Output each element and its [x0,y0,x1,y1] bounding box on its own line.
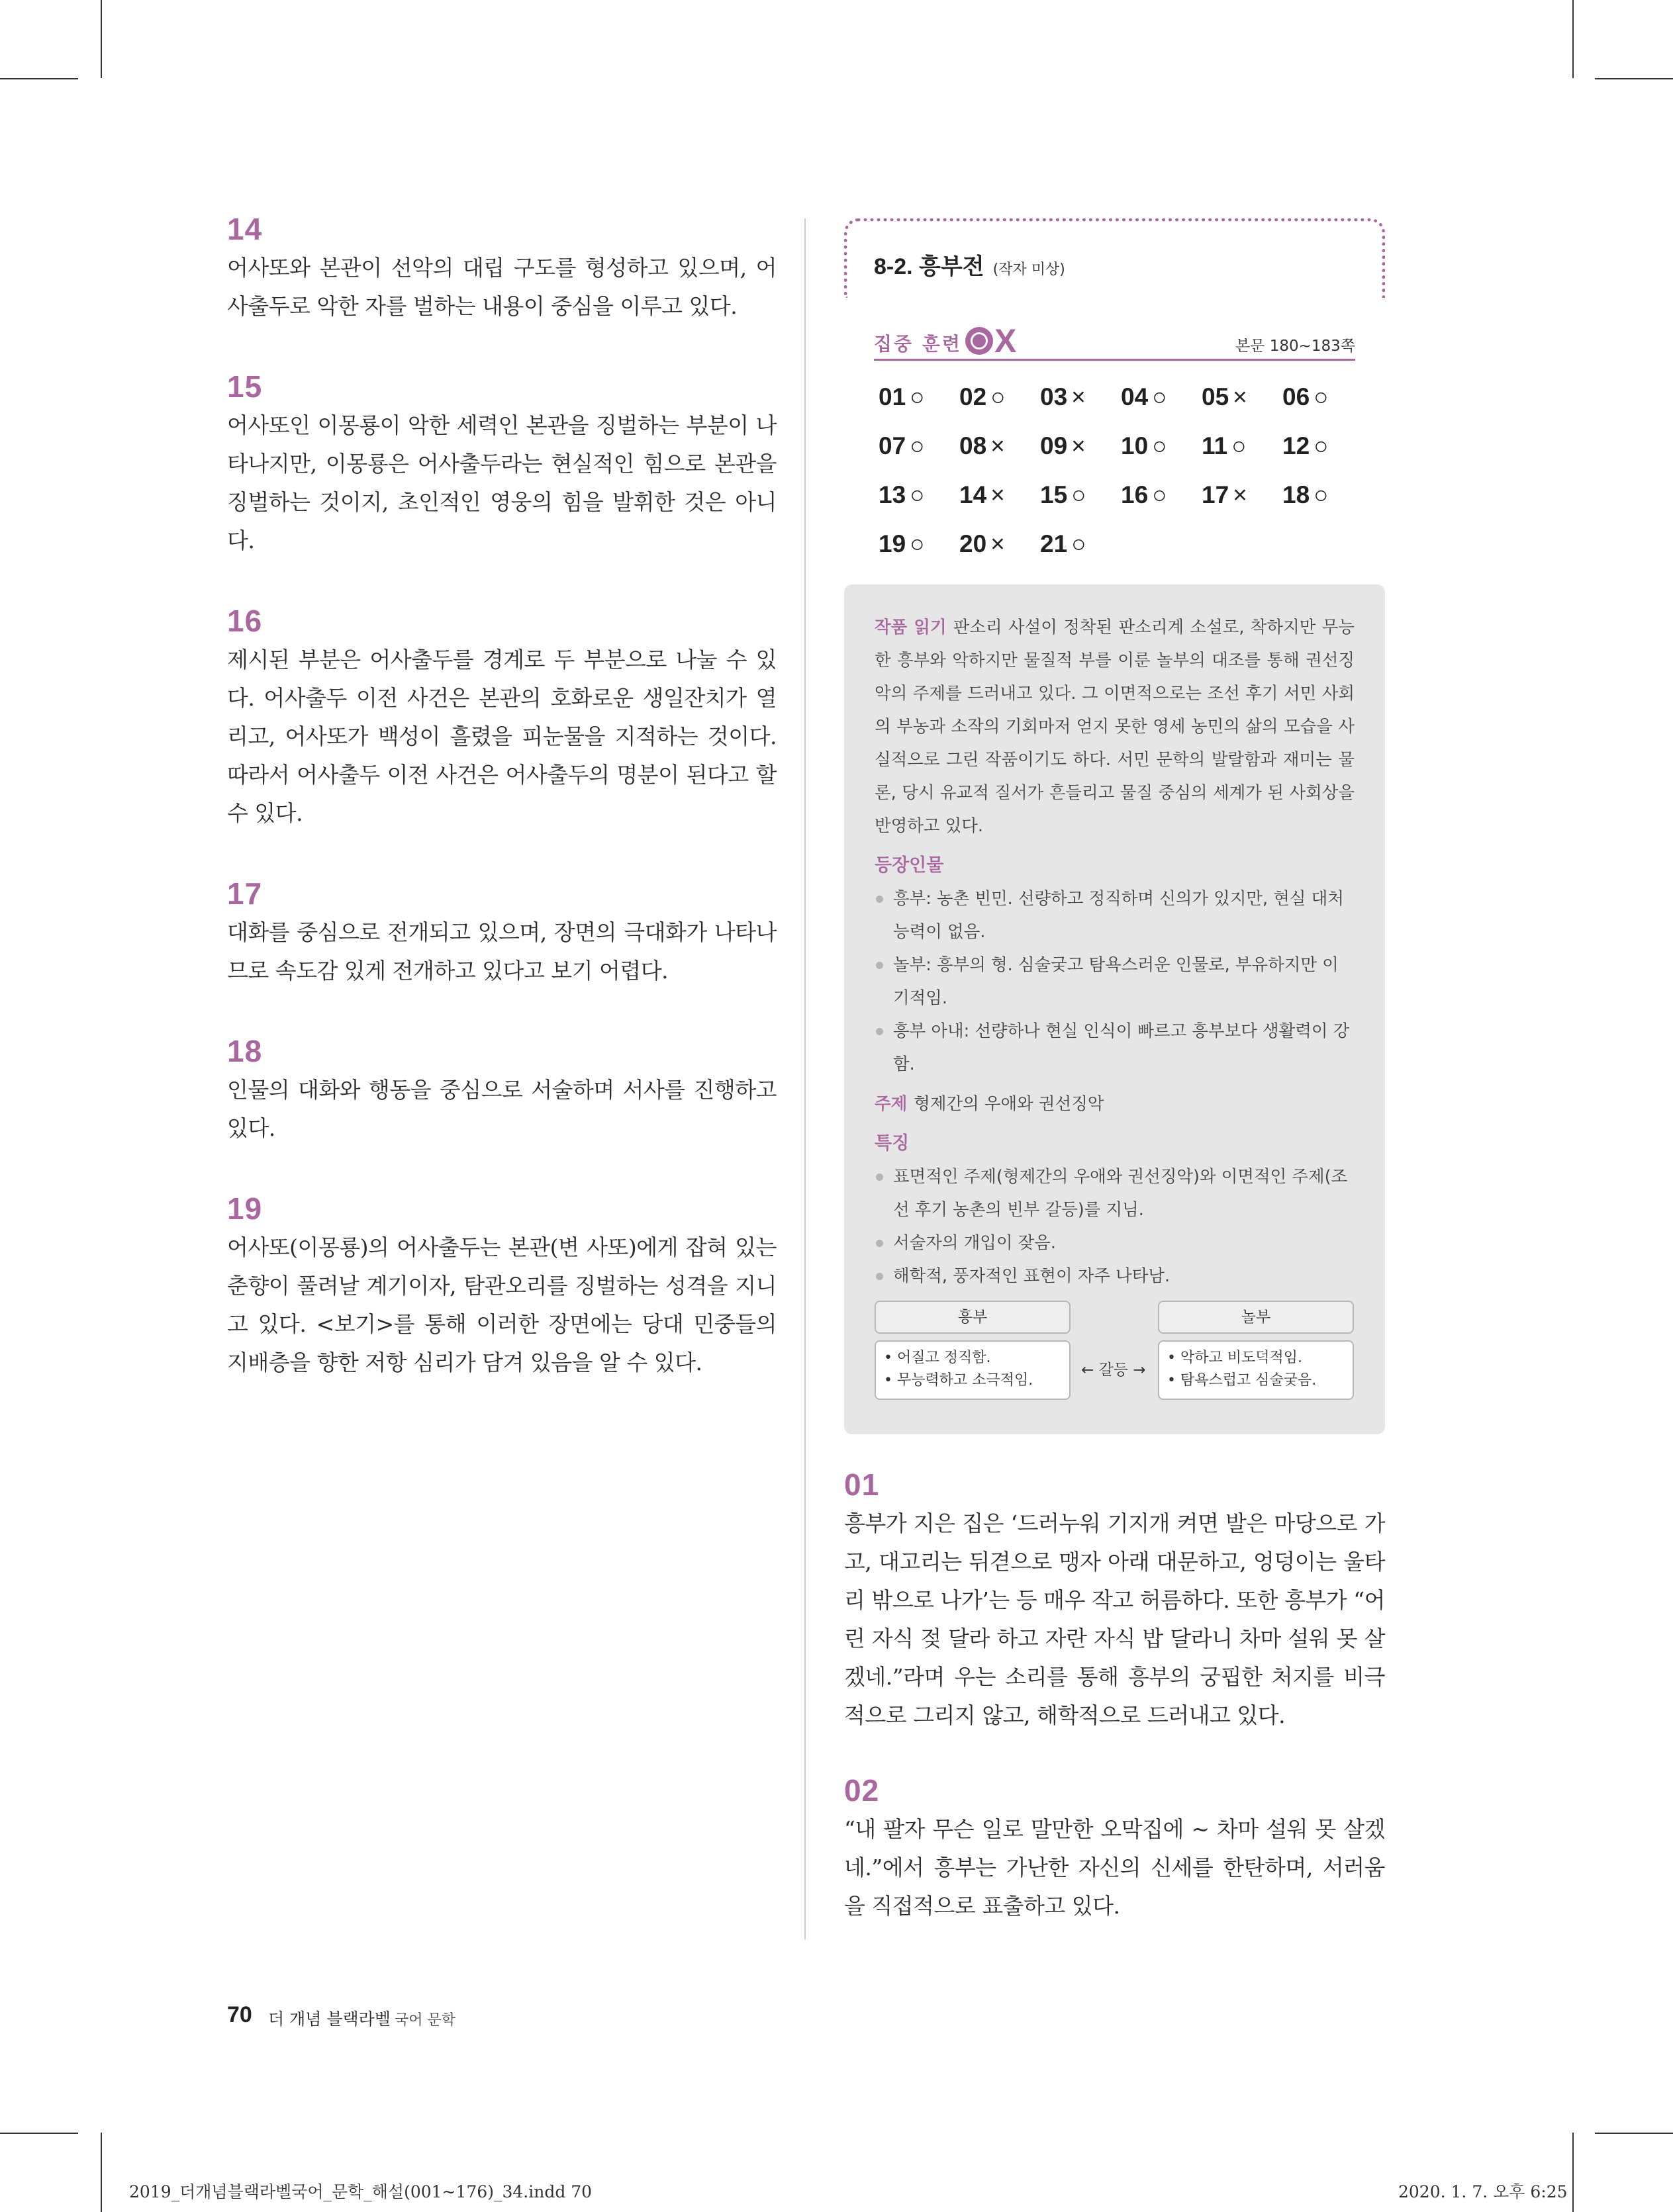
answer-number: 19 [227,1191,263,1226]
diagram-left-title: 흥부 [875,1301,1071,1334]
ox-answer-mark: × [1233,481,1247,508]
ox-answer-mark: × [1071,383,1086,410]
ox-answer-number: 03 [1040,383,1068,410]
ox-answer-mark: × [990,481,1005,508]
training-label: 집중 훈련 [874,333,962,355]
answer-number: 15 [227,369,263,404]
feature-item: 서술자의 개입이 잦음. [875,1226,1355,1260]
crop-mark [101,0,102,78]
ox-answer-item [1040,479,1121,512]
diagram-left-item: • 무능력하고 소극적임. [884,1372,1033,1389]
ox-answer-mark: ○ [910,530,925,557]
ox-answer-mark: ○ [1152,432,1167,459]
ox-answer-item [1202,479,1282,512]
diagram-right-item: • 탐욕스럽고 심술궂음. [1167,1372,1317,1389]
ox-answer-mark: ○ [1071,481,1086,508]
ox-answer-grid [879,381,1385,561]
reading-text: 판소리 사설이 정착된 판소리계 소설로, 착하지만 무능한 흥부와 악하지만 물질적 부를 이룬 놀부의 대조를 통해 권선징악의 주제를 드러내고 있다. 그 이면적으로는 조선 후기 서민 사회의 부농과 소작의 기회마저 얻지 못한 영세 농민의 삶의 모습을 사실적으로 그린 작품이기도 하다. 서민 문학의 발랄함과 재미는 물론, 당시 유교적 질서가 흔들리고 물질 중심의 세계가 된 사회상을 반영하고 있다. [875,618,1355,836]
ox-answer-item [1282,430,1363,463]
ox-answer-item [1282,479,1363,512]
answer-block [227,369,777,560]
ox-answer-mark: ○ [910,432,925,459]
ox-answer-mark: ○ [910,383,925,410]
ox-answer-item [879,381,959,414]
answer-block [227,1191,777,1382]
ox-answer-number: 20 [959,530,987,557]
character-item: 흥부: 농촌 빈민. 선량하고 정직하며 신의가 있지만, 현실 대처 능력이 없음. [875,882,1355,948]
answer-number: 17 [227,876,263,911]
ox-answer-item [959,479,1040,512]
ox-answer-number: 11 [1202,432,1228,459]
answer-text: 어사또(이몽룡)의 어사출두는 본관(변 사또)에게 잡혀 있는 춘향이 풀려날 계기이자, 탐관오리를 징벌하는 성격을 지니고 있다. <보기>를 통해 이러한 장면에는 당대 민중들의 지배층을 향한 저항 심리가 담겨 있음을 알 수 있다. [227,1234,777,1375]
answer-block [844,1773,1385,1925]
ox-answer-number: 18 [1282,481,1310,508]
right-column [844,218,1385,1925]
ox-answer-number: 21 [1040,530,1068,557]
crop-mark [0,78,78,79]
ox-answer-item [879,479,959,512]
ox-answer-mark: ○ [1314,481,1329,508]
crop-mark [1595,2133,1673,2134]
theme-text: 형제간의 우애와 권선징악 [914,1094,1104,1114]
ox-answer-mark: ○ [1152,383,1167,410]
answer-block [227,604,777,833]
ox-answer-item [959,381,1040,414]
answer-block [227,1034,777,1148]
answer-text: 흥부가 지은 집은 ‘드러누워 기지개 켜면 발은 마당으로 가고, 대고리는 뒤겯으로 맹자 아래 대문하고, 엉덩이는 울타리 밖으로 나가’는 등 매우 작고 허름하다. 또한 흥부가 “어린 자식 젖 달라 하고 자란 자식 밥 달라니 차마 설워 못 살겠네.”라며 우는 소리를 통해 흥부의 궁핍한 처지를 비극적으로 그리지 않고, 해학적으로 드러내고 있다. [844,1510,1385,1728]
ox-answer-mark: ○ [1152,481,1167,508]
ox-answer-mark: ○ [1071,530,1086,557]
ox-answer-number: 16 [1121,481,1149,508]
answer-text: 어사또인 이몽룡이 악한 세력인 본관을 징벌하는 부분이 나타나지만, 이몽룡은 어사출두라는 현실적인 힘으로 본관을 징벌하는 것이지, 초인적인 영웅의 힘을 발휘한 것은 아니다. [227,412,777,553]
ox-answer-number: 12 [1282,432,1310,459]
ox-answer-mark: × [1071,432,1086,459]
diagram-right-box [1158,1340,1354,1400]
ox-answer-item [1040,381,1121,414]
ox-answer-number: 17 [1202,481,1229,508]
ox-answer-mark: ○ [990,383,1006,410]
section-author: (작자 미상) [992,261,1065,278]
answer-text: 인물의 대화와 행동을 중심으로 서술하며 서사를 진행하고 있다. [227,1077,777,1141]
feature-item: 해학적, 풍자적인 표현이 자주 나타남. [875,1260,1355,1293]
feature-item: 표면적인 주제(형제간의 우애와 권선징악)와 이면적인 주제(조선 후기 농촌의 빈부 갈등)를 지님. [875,1160,1355,1226]
ox-answer-item [1121,430,1202,463]
ox-answer-mark: × [990,530,1005,557]
ox-answer-item [1202,430,1282,463]
answer-text: 어사또와 본관이 선악의 대립 구도를 형성하고 있으며, 어사출두로 악한 자를 벌하는 내용이 중심을 이루고 있다. [227,255,777,319]
ox-answer-number: 10 [1121,432,1149,459]
ox-answer-number: 08 [959,432,987,459]
answer-text: 제시된 부분은 어사출두를 경계로 두 부분으로 나눌 수 있다. 어사출두 이전 사건은 본관의 호화로운 생일잔치가 열리고, 어사또가 백성이 흘렸을 피눈물을 지적하는 것이다. 따라서 어사출두 이전 사건은 어사출두의 명분이 된다고 할 수 있다. [227,647,777,826]
ox-answer-number: 14 [959,481,987,508]
print-slug-file: 2019_더개념블랙라벨국어_문학_해설(001~176)_34.indd 70 [129,2182,593,2201]
character-item: 흥부 아내: 선량하나 현실 인식이 빠르고 흥부보다 생활력이 강함. [875,1015,1355,1081]
ox-answer-number: 15 [1040,481,1068,508]
character-item: 놀부: 흥부의 형. 심술궂고 탐욕스러운 인물로, 부유하지만 이기적임. [875,948,1355,1015]
theme-line [875,1087,1355,1121]
ox-answer-number: 01 [879,383,906,410]
work-info-box [844,584,1385,1434]
ox-answer-number: 06 [1282,383,1310,410]
ox-answer-mark: ○ [910,481,925,508]
left-column [227,212,777,1426]
work-reading [875,611,1355,843]
crop-mark [0,2133,78,2134]
answer-block [227,212,777,326]
crop-mark [1572,2133,1574,2212]
print-slug-date: 2020. 1. 7. 오후 6:25 [1398,2182,1568,2201]
ox-answer-item [959,430,1040,463]
diagram-right-item: • 악하고 비도덕적임. [1167,1350,1302,1366]
ox-answer-number: 02 [959,383,987,410]
answer-block [844,1467,1385,1735]
book-name: 더 개념 블랙라벨 [268,2009,391,2029]
reading-tag: 작품 읽기 [875,618,947,637]
crop-mark [1572,0,1574,78]
ox-answer-item [1040,528,1121,561]
ox-answer-number: 09 [1040,432,1068,459]
section-title: 8-2. 흥부전 [874,254,984,279]
ox-answer-mark: ○ [1314,432,1329,459]
ox-answer-item [959,528,1040,561]
ox-answer-number: 04 [1121,383,1149,410]
answer-text: 대화를 중심으로 전개되고 있으며, 장면의 극대화가 나타나므로 속도감 있게 전개하고 있다고 보기 어렵다. [227,919,777,984]
answer-block [227,876,777,990]
ox-answer-mark: ○ [1314,383,1329,410]
diagram-right-title: 놀부 [1158,1301,1354,1334]
diagram-left-item: • 어질고 정직함. [884,1350,991,1366]
ox-answer-mark: ○ [1231,432,1247,459]
answer-number: 01 [844,1467,880,1502]
ox-answer-item [879,430,959,463]
ox-answer-item [1121,381,1202,414]
training-header [874,324,1355,361]
book-title [268,2006,455,2030]
ox-answer-number: 19 [879,530,906,557]
theme-tag: 주제 [875,1094,908,1114]
ox-answer-number: 05 [1202,383,1229,410]
ox-answer-mark: × [990,432,1005,459]
ox-answer-number: 13 [879,481,906,508]
ox-answer-item [879,528,959,561]
answer-number: 16 [227,604,263,638]
ox-answer-item [1121,479,1202,512]
features-heading: 특징 [875,1133,910,1154]
diagram-left-box [875,1340,1071,1400]
answer-number: 18 [227,1034,263,1068]
answer-number: 02 [844,1773,880,1808]
conflict-diagram [875,1301,1355,1420]
ox-answer-mark: × [1233,383,1247,410]
section-title-box [844,218,1385,298]
page-number: 70 [227,2002,252,2027]
characters-heading: 등장인물 [875,855,944,876]
answer-number: 14 [227,212,263,246]
crop-mark [101,2133,102,2212]
ox-answer-item [1202,381,1282,414]
ox-answer-item [1040,430,1121,463]
ox-answer-item [1282,381,1363,414]
page-reference: 본문 180~183쪽 [1235,338,1355,355]
crop-mark [1595,78,1673,79]
answer-text: “내 팔자 무슨 일로 말만한 오막집에 ~ 차마 설워 못 살겠네.”에서 흥부는 가난한 자신의 신세를 한탄하며, 서러움을 직접적으로 표출하고 있다. [844,1816,1385,1919]
book-subject: 국어 문학 [394,2012,455,2029]
diagram-conflict-label: ← 갈등 → [1081,1361,1146,1379]
ox-logo-icon: X [965,324,1016,357]
ox-answer-number: 07 [879,432,906,459]
column-divider [804,218,806,1939]
